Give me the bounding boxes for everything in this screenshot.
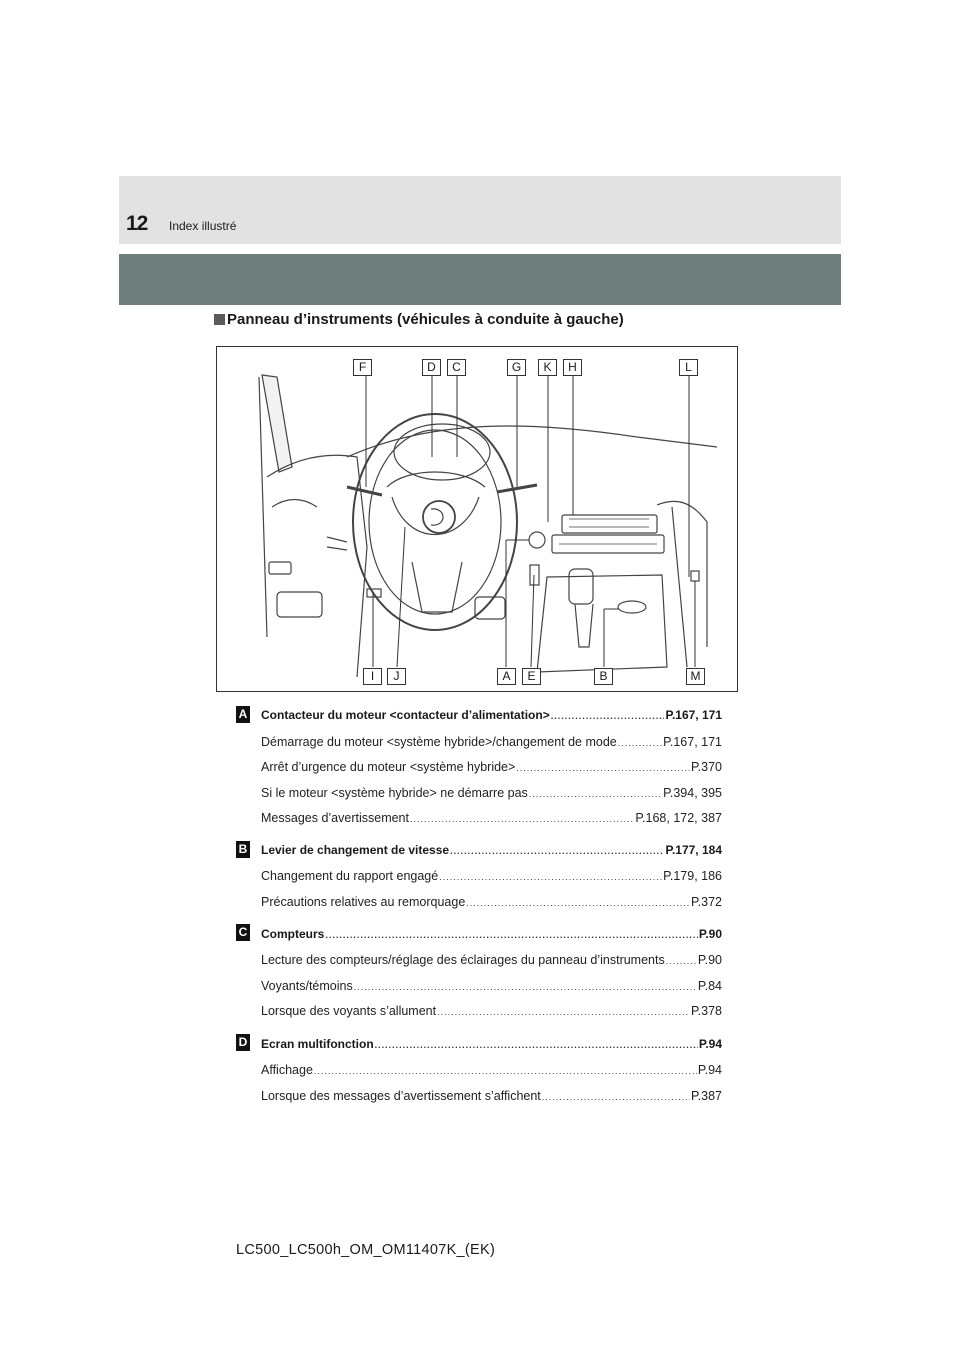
callout-h: H bbox=[563, 359, 582, 376]
callout-f: F bbox=[353, 359, 372, 376]
entry-sub-page: P.378 bbox=[690, 1004, 722, 1018]
entry-sub-row bbox=[261, 979, 722, 993]
entry-badge-d: D bbox=[236, 1034, 250, 1051]
callout-e: E bbox=[522, 668, 541, 685]
entry-page-ref: P.177, 184 bbox=[665, 843, 722, 857]
entry-title-row bbox=[261, 843, 722, 857]
document-footer: LC500_LC500h_OM_OM11407K_(EK) bbox=[236, 1242, 496, 1258]
entry-sub-text: Messages d’avertissement bbox=[261, 811, 409, 825]
entry-page-ref: P.167, 171 bbox=[665, 708, 722, 722]
entry-sub-row bbox=[261, 1004, 722, 1018]
callout-k: K bbox=[538, 359, 557, 376]
callout-b: B bbox=[594, 668, 613, 685]
entry-sub-text: Lecture des compteurs/réglage des éclairages du panneau d’instruments bbox=[261, 953, 665, 967]
entry-sub-row bbox=[261, 1063, 722, 1077]
callout-g: G bbox=[507, 359, 526, 376]
entry-sub-text: Voyants/témoins bbox=[261, 979, 353, 993]
entry-sub-page: P.167, 171 bbox=[663, 735, 722, 749]
entry-sub-page: P.370 bbox=[690, 760, 722, 774]
instrument-panel-illustration bbox=[216, 346, 738, 692]
entry-title-row bbox=[261, 1037, 722, 1051]
entry-sub-row bbox=[261, 953, 722, 967]
entry-sub-text: Changement du rapport engagé bbox=[261, 869, 439, 883]
callout-a: A bbox=[497, 668, 516, 685]
entry-sub-page: P.179, 186 bbox=[663, 869, 722, 883]
entry-sub-row bbox=[261, 786, 722, 800]
entry-sub-row bbox=[261, 869, 722, 883]
entry-title: Contacteur du moteur <contacteur d’alimentation> bbox=[261, 708, 550, 722]
entry-title: Ecran multifonction bbox=[261, 1037, 374, 1051]
entry-sub-row bbox=[261, 811, 722, 825]
entry-sub-text: Affichage bbox=[261, 1063, 313, 1077]
entry-title: Levier de changement de vitesse bbox=[261, 843, 450, 857]
section-band bbox=[119, 254, 841, 305]
entry-sub-text: Lorsque des messages d’avertissement s’affichent bbox=[261, 1089, 541, 1103]
entry-sub-row bbox=[261, 760, 722, 774]
entry-sub-page: P.168, 172, 387 bbox=[635, 811, 722, 825]
entry-title-row bbox=[261, 708, 722, 722]
callout-l: L bbox=[679, 359, 698, 376]
entry-badge-a: A bbox=[236, 706, 250, 723]
entry-sub-text: Précautions relatives au remorquage bbox=[261, 895, 466, 909]
square-bullet-icon bbox=[214, 314, 225, 325]
entry-sub-row bbox=[261, 735, 722, 749]
entry-title-row bbox=[261, 927, 722, 941]
entry-sub-page: P.387 bbox=[690, 1089, 722, 1103]
entry-page-ref: P.90 bbox=[698, 927, 722, 941]
dashboard-drawing bbox=[217, 347, 738, 692]
entry-title: Compteurs bbox=[261, 927, 325, 941]
entry-sub-page: P.94 bbox=[697, 1063, 722, 1077]
callout-m: M bbox=[686, 668, 705, 685]
entry-sub-page: P.84 bbox=[697, 979, 722, 993]
entry-sub-row bbox=[261, 895, 722, 909]
entry-sub-text: Démarrage du moteur <système hybride>/changement de mode bbox=[261, 735, 617, 749]
entry-sub-page: P.394, 395 bbox=[663, 786, 722, 800]
page-number: 12 bbox=[126, 212, 148, 235]
entry-sub-text: Arrêt d’urgence du moteur <système hybride> bbox=[261, 760, 516, 774]
entry-sub-text: Si le moteur <système hybride> ne démarre pas bbox=[261, 786, 528, 800]
callout-j: J bbox=[387, 668, 406, 685]
section-title bbox=[214, 311, 624, 328]
header-title: Index illustré bbox=[169, 219, 237, 233]
callout-c: C bbox=[447, 359, 466, 376]
entry-sub-row bbox=[261, 1089, 722, 1103]
entry-page-ref: P.94 bbox=[698, 1037, 722, 1051]
header-band bbox=[119, 176, 841, 244]
entry-badge-c: C bbox=[236, 924, 250, 941]
entry-badge-b: B bbox=[236, 841, 250, 858]
callout-d: D bbox=[422, 359, 441, 376]
entry-sub-text: Lorsque des voyants s’allument bbox=[261, 1004, 437, 1018]
section-title-text: Panneau d’instruments (véhicules à conduite à gauche) bbox=[227, 311, 624, 328]
entry-sub-page: P.372 bbox=[690, 895, 722, 909]
callout-i: I bbox=[363, 668, 382, 685]
entry-sub-page: P.90 bbox=[697, 953, 722, 967]
